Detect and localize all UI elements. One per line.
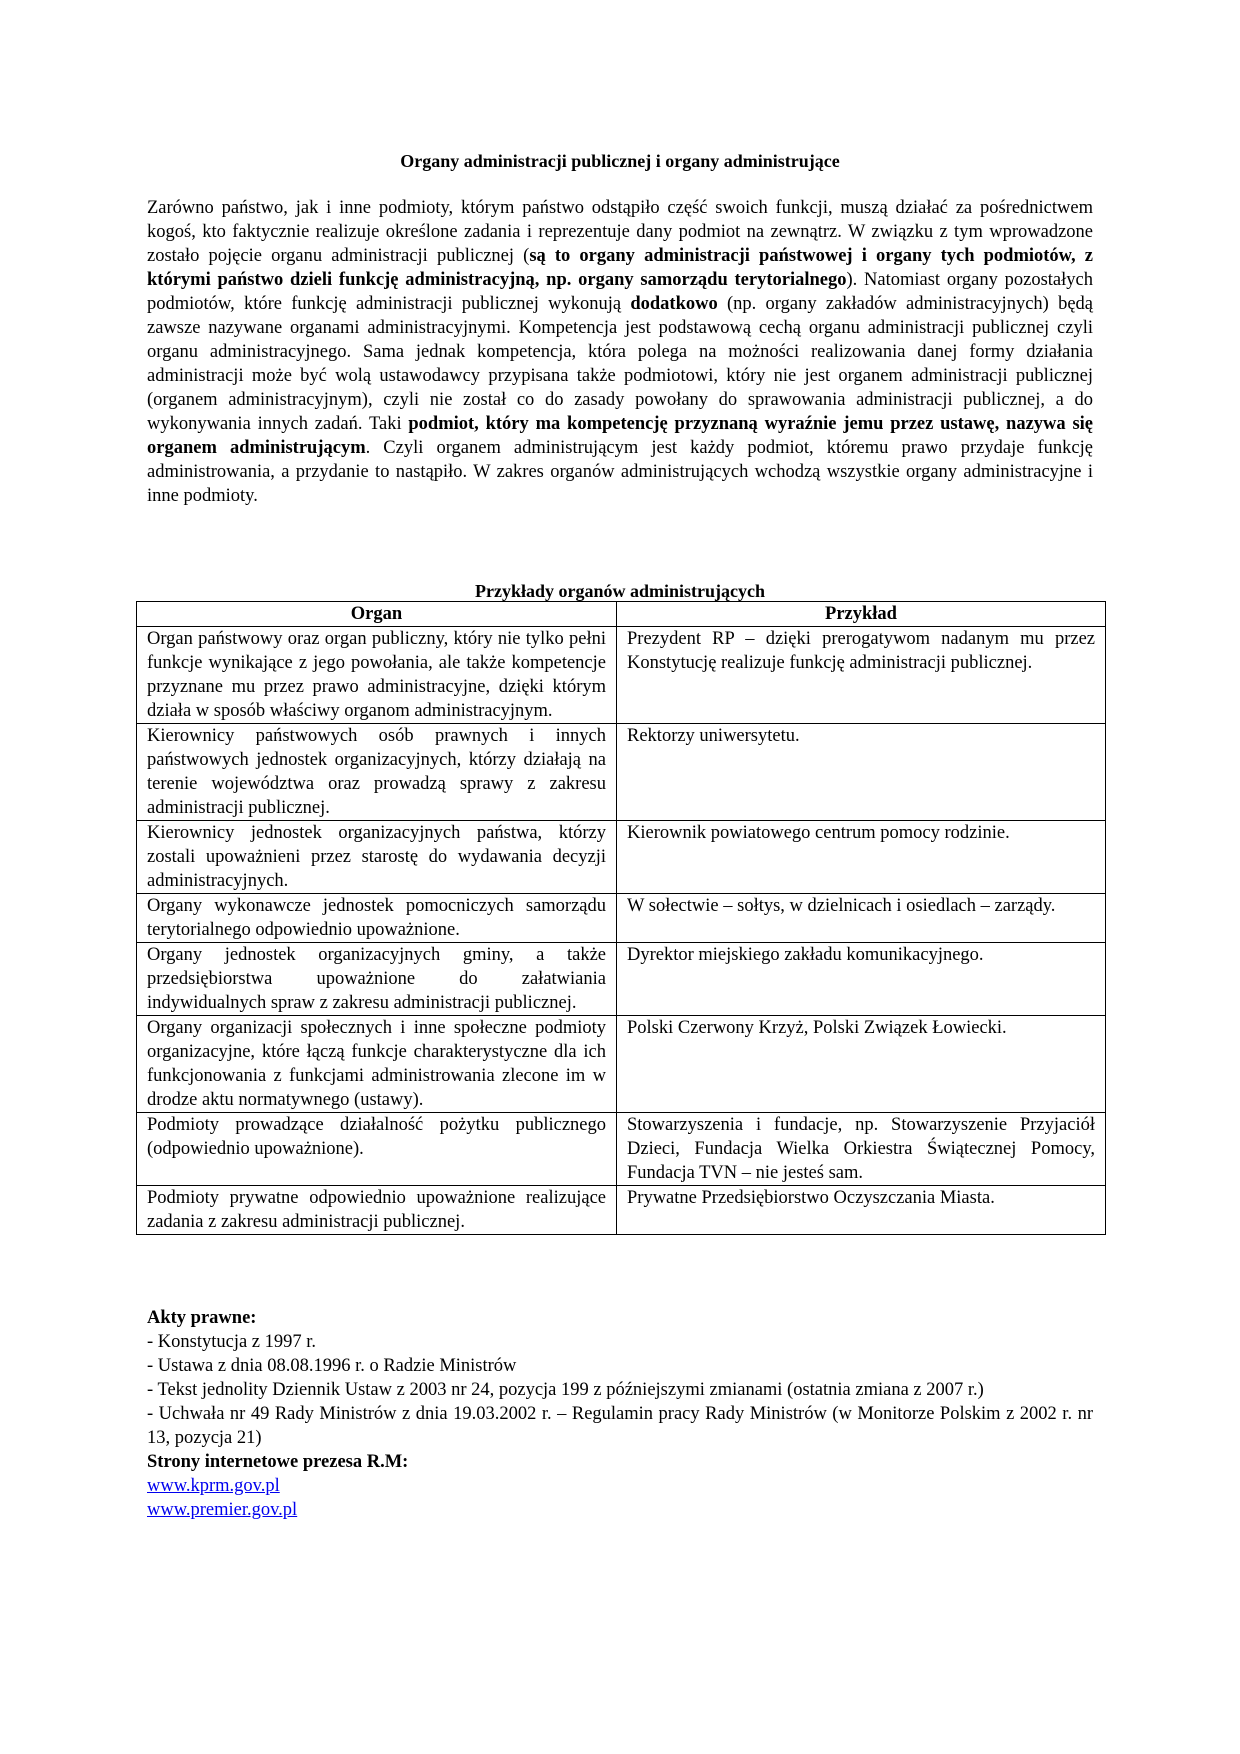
table-caption: Przykłady organów administrujących bbox=[475, 581, 765, 601]
organ-cell: Organ państwowy oraz organ publiczny, który nie tylko pełni funkcje wynikające z jego powołania, ale także kompetencje przyznane mu przez prawo administracyjne, dzięki którym działa w sposób właściwy organom administracyjnym. bbox=[137, 627, 617, 724]
organ-cell: Organy wykonawcze jednostek pomocniczych samorządu terytorialnego odpowiednio upoważnione. bbox=[137, 894, 617, 943]
table-row bbox=[137, 724, 1106, 821]
intro-text: ). Natomiast organy pozostałych podmiotów, które funkcję administracji publicznej wykonują bbox=[147, 270, 1093, 314]
act-item: - Uchwała nr 49 Rady Ministrów z dnia 19.03.2002 r. – Regulamin pracy Rady Ministrów (w Monitorze Polskim z 2002 r. nr 13, pozycja 21) bbox=[147, 1404, 1093, 1448]
table-row bbox=[137, 1186, 1106, 1235]
column-header-przyklad: Przykład bbox=[617, 602, 1106, 627]
organ-cell: Organy jednostek organizacyjnych gminy, a także przedsiębiorstwa upoważnione do załatwiania indywidualnych spraw z zakresu administracji publicznej. bbox=[137, 943, 617, 1016]
table-row bbox=[137, 894, 1106, 943]
act-item: - Tekst jednolity Dziennik Ustaw z 2003 nr 24, pozycja 199 z późniejszymi zmianami (ostatnia zmiana z 2007 r.) bbox=[147, 1380, 984, 1400]
intro-bold-text: dodatkowo bbox=[630, 294, 718, 314]
intro-text: (np. organy zakładów administracyjnych) będą zawsze nazywane organami administracyjnymi. Kompetencja jest podstawową cechą organu administracji publicznej czyli organu administracyjnego. Sama jednak kompetencja, która polega na możności realizowania danej formy działania administracji może być wolą ustawodawcy przypisana także podmiotowi, który nie jest organem administracji publicznej (organem administracyjnym), czyli nie został co do zasady powołany do sprawowania administracji publicznej, a do wykonywania innych zadań. Taki bbox=[147, 294, 1093, 434]
organ-cell: Podmioty prywatne odpowiednio upoważnione realizujące zadania z zakresu administracji publicznej. bbox=[137, 1186, 617, 1235]
examples-table bbox=[136, 601, 1106, 1235]
intro-bold-text: są to organy administracji państwowej i organy tych podmiotów, z którymi państwo dzieli funkcję administracyjną, np. organy samorządu terytorialnego bbox=[147, 246, 1093, 290]
example-cell: Polski Czerwony Krzyż, Polski Związek Łowiecki. bbox=[617, 1016, 1106, 1113]
example-cell: Dyrektor miejskiego zakładu komunikacyjnego. bbox=[617, 943, 1106, 1016]
example-cell: Prezydent RP – dzięki prerogatywom nadanym mu przez Konstytucję realizuje funkcję administracji publicznej. bbox=[617, 627, 1106, 724]
act-item: - Konstytucja z 1997 r. bbox=[147, 1332, 317, 1352]
intro-text: . Czyli organem administrującym jest każdy podmiot, któremu prawo przydaje funkcję administrowania, a przydanie to nastąpiło. W zakres organów administrujących wchodzą wszystkie organy administracyjne i inne podmioty. bbox=[147, 438, 1093, 506]
table-row bbox=[137, 1016, 1106, 1113]
link-premier[interactable]: www.premier.gov.pl bbox=[147, 1500, 298, 1520]
organ-cell: Kierownicy państwowych osób prawnych i innych państwowych jednostek organizacyjnych, którzy działają na terenie województwa oraz prowadzą sprawy z zakresu administracji publicznej. bbox=[137, 724, 617, 821]
example-cell: Kierownik powiatowego centrum pomocy rodzinie. bbox=[617, 821, 1106, 894]
table-row bbox=[137, 1113, 1106, 1186]
table-row bbox=[137, 943, 1106, 1016]
references-section bbox=[147, 1306, 1093, 1522]
table-header-row bbox=[137, 602, 1106, 627]
link-kprm[interactable]: www.kprm.gov.pl bbox=[147, 1476, 280, 1496]
example-cell: Stowarzyszenia i fundacje, np. Stowarzyszenie Przyjaciół Dzieci, Fundacja Wielka Orkiestra Świątecznej Pomocy, Fundacja TVN – nie jesteś sam. bbox=[617, 1113, 1106, 1186]
table-row bbox=[137, 821, 1106, 894]
example-cell: Prywatne Przedsiębiorstwo Oczyszczania Miasta. bbox=[617, 1186, 1106, 1235]
column-header-organ: Organ bbox=[137, 602, 617, 627]
websites-heading: Strony internetowe prezesa R.M: bbox=[147, 1452, 409, 1472]
organ-cell: Kierownicy jednostek organizacyjnych państwa, którzy zostali upoważnieni przez starostę do wydawania decyzji administracyjnych. bbox=[137, 821, 617, 894]
example-cell: Rektorzy uniwersytetu. bbox=[617, 724, 1106, 821]
act-item: - Ustawa z dnia 08.08.1996 r. o Radzie Ministrów bbox=[147, 1356, 517, 1376]
organ-cell: Podmioty prowadzące działalność pożytku publicznego (odpowiednio upoważnione). bbox=[137, 1113, 617, 1186]
example-cell: W sołectwie – sołtys, w dzielnicach i osiedlach – zarządy. bbox=[617, 894, 1106, 943]
organ-cell: Organy organizacji społecznych i inne społeczne podmioty organizacyjne, które łączą funkcje charakterystyczne dla ich funkcjonowania z funkcjami administrowania zlecone im w drodze aktu normatywnego (ustawy). bbox=[137, 1016, 617, 1113]
document-title: Organy administracji publicznej i organy administrujące bbox=[400, 151, 840, 171]
intro-bold-text: podmiot, który ma kompetencję przyznaną wyraźnie jemu przez ustawę, nazywa się organem administrującym bbox=[147, 414, 1093, 458]
intro-paragraph bbox=[147, 196, 1093, 508]
table-row bbox=[137, 627, 1106, 724]
intro-text: Zarówno państwo, jak i inne podmioty, którym państwo odstąpiło część swoich funkcji, muszą działać za pośrednictwem kogoś, kto faktycznie realizuje określone zadania i reprezentuje dany podmiot na zewnątrz. W związku z tym wprowadzone zostało pojęcie organu administracji publicznej ( bbox=[147, 198, 1093, 266]
acts-heading: Akty prawne: bbox=[147, 1308, 257, 1328]
